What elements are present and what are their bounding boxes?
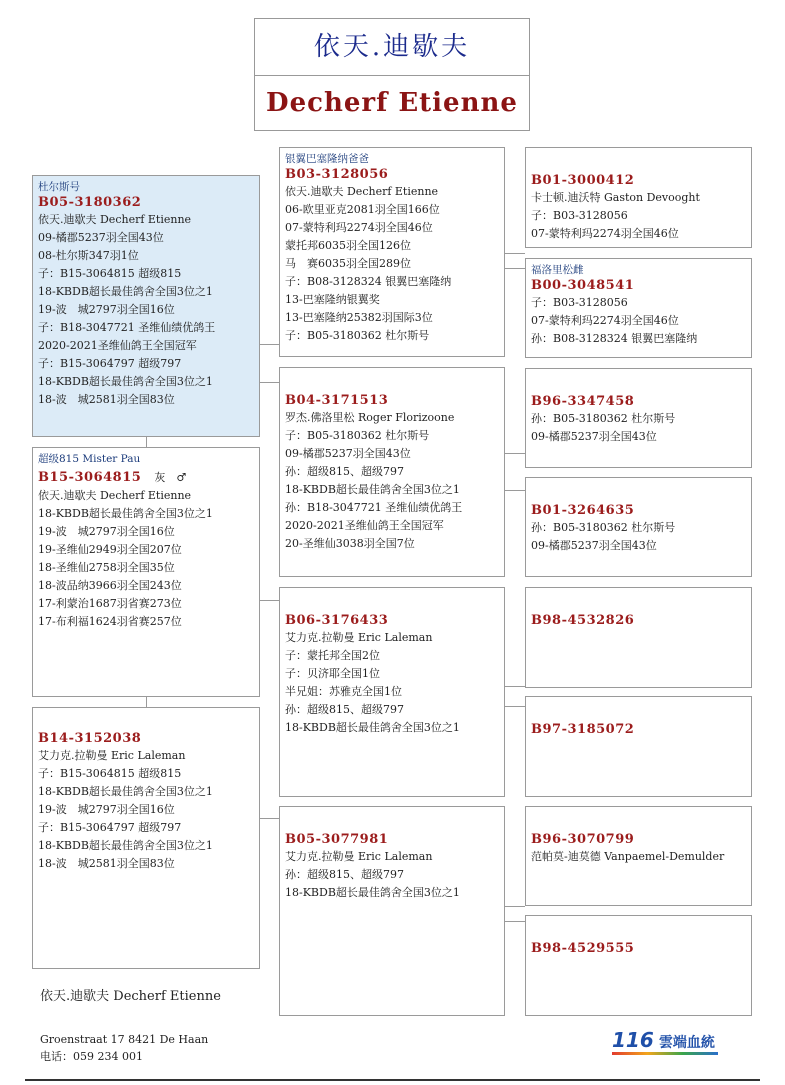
connector	[505, 268, 525, 269]
detail-line: 07-蒙特利玛2274羽全国46位	[531, 314, 679, 327]
detail-line: 蒙托邦6035羽全国126位	[285, 239, 411, 252]
connector	[260, 600, 279, 601]
bird-card-r3	[525, 368, 752, 468]
detail-line: 范帕莫-迪莫德 Vanpaemel-Demulder	[531, 850, 725, 863]
ring-number: B00-3048541	[531, 278, 635, 293]
detail-line: 09-橘郡5237羽全国43位	[531, 539, 657, 552]
ring-number: B06-3176433	[285, 613, 389, 628]
detail-line: 孙：超级815、超级797	[285, 868, 404, 881]
bird-card-b05	[279, 806, 505, 1016]
detail-line: 18-圣维仙2758羽全国35位	[38, 561, 175, 574]
detail-line: 13-巴塞隆纳银翼奖	[285, 293, 380, 306]
ring-number: B01-3264635	[531, 503, 635, 518]
logo-text: 雲端血統	[658, 1035, 715, 1051]
detail-line: 06-欧里亚克2081羽全国166位	[285, 203, 440, 216]
bird-card-r1	[525, 147, 752, 248]
connector	[505, 706, 525, 707]
ring-number: B01-3000412	[531, 173, 635, 188]
connector	[505, 921, 525, 922]
bird-nickname: 杜尔斯号	[38, 181, 80, 193]
detail-line: 2020-2021圣维仙鸽王全国冠军	[285, 519, 444, 532]
detail-line: 子：B15-3064797 超级797	[38, 821, 182, 834]
detail-line: 13-巴塞隆纳25382羽国际3位	[285, 311, 433, 324]
detail-line: 子：B15-3064797 超级797	[38, 357, 182, 370]
detail-line: 18-波品纳3966羽全国243位	[38, 579, 182, 592]
logo	[612, 1028, 722, 1054]
ring-number: B97-3185072	[531, 722, 635, 737]
detail-line: 18-KBDB超长最佳鸽舍全国3位之1	[38, 785, 213, 798]
detail-line: 依天.迪歇夫 Decherf Etienne	[285, 185, 439, 198]
ring-number: B14-3152038	[38, 731, 142, 746]
detail-line: 18-波 城2581羽全国83位	[38, 857, 175, 870]
bird-card-sire	[279, 147, 505, 357]
detail-line: 07-蒙特利玛2274羽全国46位	[285, 221, 433, 234]
detail-line: 18-KBDB超长最佳鸽舍全国3位之1	[38, 507, 213, 520]
detail-line: 19-波 城2797羽全国16位	[38, 525, 175, 538]
owner-chinese-name: 依天.迪歇夫	[255, 19, 529, 76]
detail-line: 依天.迪歇夫 Decherf Etienne	[38, 489, 192, 502]
detail-line: 18-KBDB超长最佳鸽舍全国3位之1	[285, 886, 460, 899]
ring-number: B98-4529555	[531, 941, 635, 956]
owner-english-name: Decherf Etienne	[266, 88, 518, 118]
connector	[505, 253, 525, 254]
connector	[505, 906, 525, 907]
ring-number: B15-3064815	[38, 470, 142, 485]
detail-line: 09-橘郡5237羽全国43位	[285, 447, 411, 460]
footer-owner-name: 依天.迪歇夫 Decherf Etienne	[40, 989, 221, 1004]
detail-line: 子：B03-3128056	[531, 209, 628, 222]
detail-line: 罗杰.佛洛里松 Roger Florizoone	[285, 411, 455, 424]
bird-nickname: 福洛里松雌	[531, 264, 584, 276]
bird-card-dam	[279, 367, 505, 577]
ring-number: B98-4532826	[531, 613, 635, 628]
detail-line: 18-KBDB超长最佳鸽舍全国3位之1	[38, 375, 213, 388]
footer-address: Groenstraat 17 8421 De Haan	[40, 1033, 209, 1046]
detail-line: 孙：B18-3047721 圣维仙绩优鸽王	[285, 501, 463, 514]
logo-number: 116	[612, 1028, 654, 1052]
detail-line: 卡士顿.迪沃特 Gaston Devooght	[531, 191, 700, 204]
bird-card-r8	[525, 915, 752, 1016]
detail-line: 孙：B05-3180362 杜尔斯号	[531, 521, 676, 534]
detail-line: 20-圣维仙3038羽全国7位	[285, 537, 415, 550]
detail-line: 孙：B08-3128324 银翼巴塞隆纳	[531, 332, 698, 345]
detail-line: 马 赛6035羽全国289位	[285, 257, 411, 270]
connector	[146, 437, 147, 447]
detail-line: 子：B05-3180362 杜尔斯号	[285, 329, 430, 342]
detail-line: 19-波 城2797羽全国16位	[38, 303, 175, 316]
bird-card-r2	[525, 258, 752, 358]
connector	[260, 344, 279, 345]
bird-nickname: 超级815 Mister Pau	[38, 453, 141, 465]
detail-line: 子：B15-3064815 超级815	[38, 767, 182, 780]
detail-line: 08-杜尔斯347羽1位	[38, 249, 139, 262]
detail-line: 18-波 城2581羽全国83位	[38, 393, 175, 406]
detail-line: 17-利蒙治1687羽省赛273位	[38, 597, 182, 610]
detail-line: 依天.迪歇夫 Decherf Etienne	[38, 213, 192, 226]
color-sex: 灰 ♂	[154, 471, 187, 484]
connector	[505, 490, 525, 491]
detail-line: 半兄姐：苏雅克全国1位	[285, 685, 402, 698]
bird-card-b06	[279, 587, 505, 797]
ring-number: B05-3077981	[285, 832, 389, 847]
detail-line: 18-KBDB超长最佳鸽舍全国3位之1	[285, 483, 460, 496]
bird-card-r6	[525, 696, 752, 797]
detail-line: 19-波 城2797羽全国16位	[38, 803, 175, 816]
bird-card-b14	[32, 707, 260, 969]
connector	[260, 382, 279, 383]
logo-underline	[612, 1052, 718, 1055]
footer-phone: 电话：059 234 001	[40, 1050, 143, 1063]
detail-line: 孙：超级815、超级797	[285, 465, 404, 478]
bird-card-mister-pau	[32, 447, 260, 697]
bird-nickname: 银翼巴塞隆纳爸爸	[285, 153, 369, 165]
detail-line: 2020-2021圣维仙鸽王全国冠军	[38, 339, 197, 352]
detail-line: 孙：B05-3180362 杜尔斯号	[531, 412, 676, 425]
detail-line: 17-布利福1624羽省赛257位	[38, 615, 182, 628]
detail-line: 子：B15-3064815 超级815	[38, 267, 182, 280]
bird-card-r4	[525, 477, 752, 577]
detail-line: 子：贝济耶全国1位	[285, 667, 380, 680]
detail-line: 19-圣维仙2949羽全国207位	[38, 543, 182, 556]
ring-number: B96-3347458	[531, 394, 635, 409]
connector	[505, 686, 525, 687]
detail-line: 18-KBDB超长最佳鸽舍全国3位之1	[38, 285, 213, 298]
connector	[260, 818, 279, 819]
detail-line: 18-KBDB超长最佳鸽舍全国3位之1	[38, 839, 213, 852]
footer-divider	[25, 1079, 760, 1081]
detail-line: 09-橘郡5237羽全国43位	[531, 430, 657, 443]
ring-number: B03-3128056	[285, 167, 389, 182]
bird-card-r5	[525, 587, 752, 688]
bird-card-r7	[525, 806, 752, 906]
subject-bird-card	[32, 175, 260, 437]
detail-line: 子：B08-3128324 银翼巴塞隆纳	[285, 275, 452, 288]
detail-line: 子：蒙托邦全国2位	[285, 649, 380, 662]
connector	[146, 697, 147, 707]
detail-line: 09-橘郡5237羽全国43位	[38, 231, 164, 244]
detail-line: 子：B05-3180362 杜尔斯号	[285, 429, 430, 442]
detail-line: 子：B18-3047721 圣维仙绩优鸽王	[38, 321, 216, 334]
detail-line: 子：B03-3128056	[531, 296, 628, 309]
ring-number: B96-3070799	[531, 832, 635, 847]
detail-line: 07-蒙特利玛2274羽全国46位	[531, 227, 679, 240]
ring-number: B04-3171513	[285, 393, 389, 408]
detail-line: 艾力克.拉勒曼 Eric Laleman	[285, 850, 433, 863]
detail-line: 艾力克.拉勒曼 Eric Laleman	[38, 749, 186, 762]
detail-line: 艾力克.拉勒曼 Eric Laleman	[285, 631, 433, 644]
detail-line: 18-KBDB超长最佳鸽舍全国3位之1	[285, 721, 460, 734]
connector	[505, 453, 525, 454]
detail-line: 孙：超级815、超级797	[285, 703, 404, 716]
ring-number: B05-3180362	[38, 195, 142, 210]
bird-details	[38, 211, 254, 409]
pedigree-header	[254, 18, 530, 131]
